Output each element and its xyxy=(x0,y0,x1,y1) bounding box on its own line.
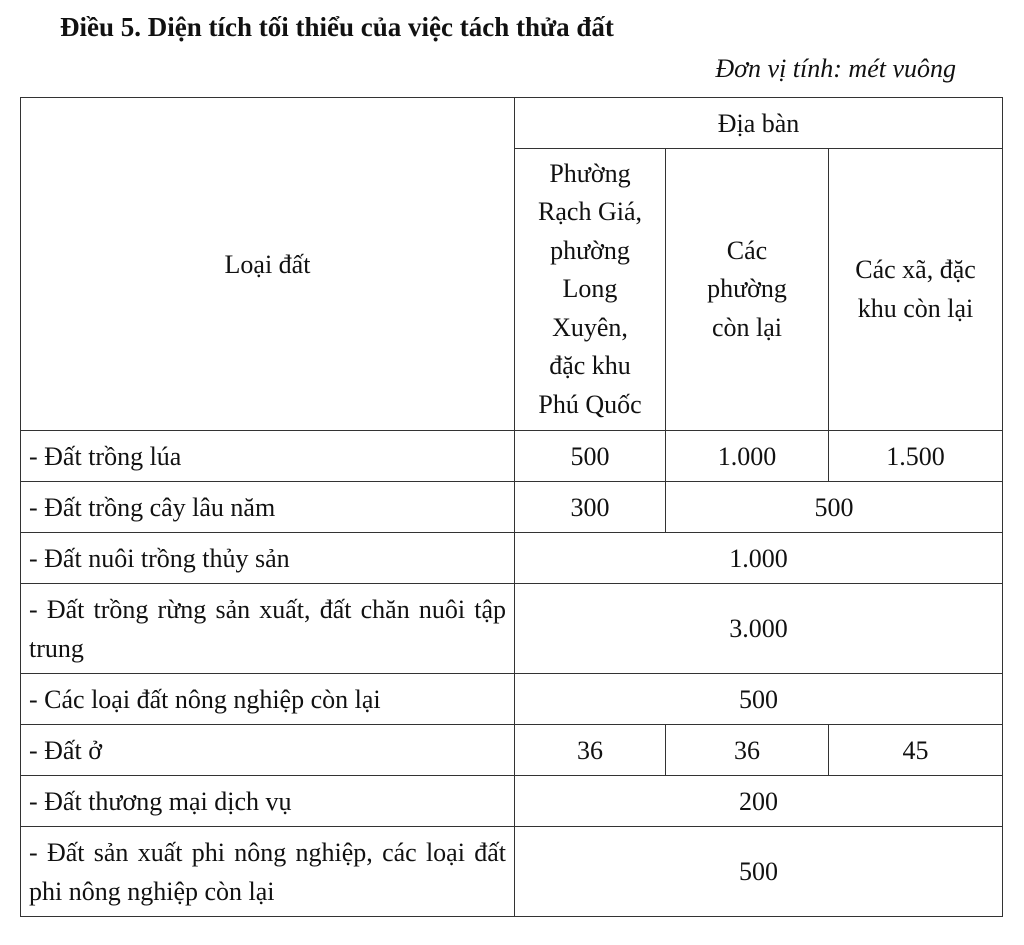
unit-note: Đơn vị tính: mét vuông xyxy=(715,54,956,83)
land-split-table xyxy=(20,97,1003,917)
header-col-rach-gia-long-xuyen-phu-quoc xyxy=(515,149,666,431)
row-label: - Đất trồng lúa xyxy=(21,431,515,482)
row-value: 36 xyxy=(666,725,829,776)
header-col2-line: Các xyxy=(726,235,768,265)
row-value: 1.000 xyxy=(666,431,829,482)
header-col1-line: Long xyxy=(562,274,618,304)
header-land-type: Loại đất xyxy=(21,98,515,431)
header-col2-line: phường xyxy=(707,274,787,304)
row-value: 200 xyxy=(515,776,1003,827)
row-value: 36 xyxy=(515,725,666,776)
header-col-cac-xa-dac-khu-con-lai xyxy=(829,149,1003,431)
header-col1-line: Rạch Giá, xyxy=(538,197,642,227)
row-label: - Đất thương mại dịch vụ xyxy=(21,776,515,827)
row-value: 300 xyxy=(515,482,666,533)
header-col1-line: Phú Quốc xyxy=(538,389,642,419)
header-area-group: Địa bàn xyxy=(515,98,1003,149)
table-row xyxy=(21,776,1003,827)
table-row xyxy=(21,431,1003,482)
row-value: 1.500 xyxy=(829,431,1003,482)
row-value: 45 xyxy=(829,725,1003,776)
header-col3-line: Các xã, đặc xyxy=(855,255,976,285)
row-label: - Đất ở xyxy=(21,725,515,776)
row-label: - Đất trồng rừng sản xuất, đất chăn nuôi tập trung xyxy=(21,584,515,674)
header-col2-line: còn lại xyxy=(711,312,783,342)
row-value: 500 xyxy=(515,431,666,482)
row-label: - Đất nuôi trồng thủy sản xyxy=(21,533,515,584)
row-value: 500 xyxy=(666,482,1003,533)
row-value: 500 xyxy=(515,674,1003,725)
table-row xyxy=(21,674,1003,725)
row-value: 1.000 xyxy=(515,533,1003,584)
header-col1-line: đặc khu xyxy=(549,351,631,381)
table-row xyxy=(21,482,1003,533)
row-value: 500 xyxy=(515,827,1003,917)
header-row-area xyxy=(21,98,1003,149)
table-row xyxy=(21,584,1003,674)
table-row xyxy=(21,533,1003,584)
article-title: Điều 5. Diện tích tối thiểu của việc tách thửa đất xyxy=(60,12,614,42)
row-label: - Các loại đất nông nghiệp còn lại xyxy=(21,674,515,725)
header-col3-line: khu còn lại xyxy=(857,293,974,323)
table-row xyxy=(21,725,1003,776)
header-col1-line: phường xyxy=(550,235,630,265)
table-row xyxy=(21,827,1003,917)
header-col1-line: Xuyên, xyxy=(552,312,628,342)
row-label: - Đất trồng cây lâu năm xyxy=(21,482,515,533)
row-label: - Đất sản xuất phi nông nghiệp, các loại đất phi nông nghiệp còn lại xyxy=(21,827,515,917)
header-col1-line: Phường xyxy=(549,158,631,188)
header-col-cac-phuong-con-lai xyxy=(666,149,829,431)
row-value: 3.000 xyxy=(515,584,1003,674)
